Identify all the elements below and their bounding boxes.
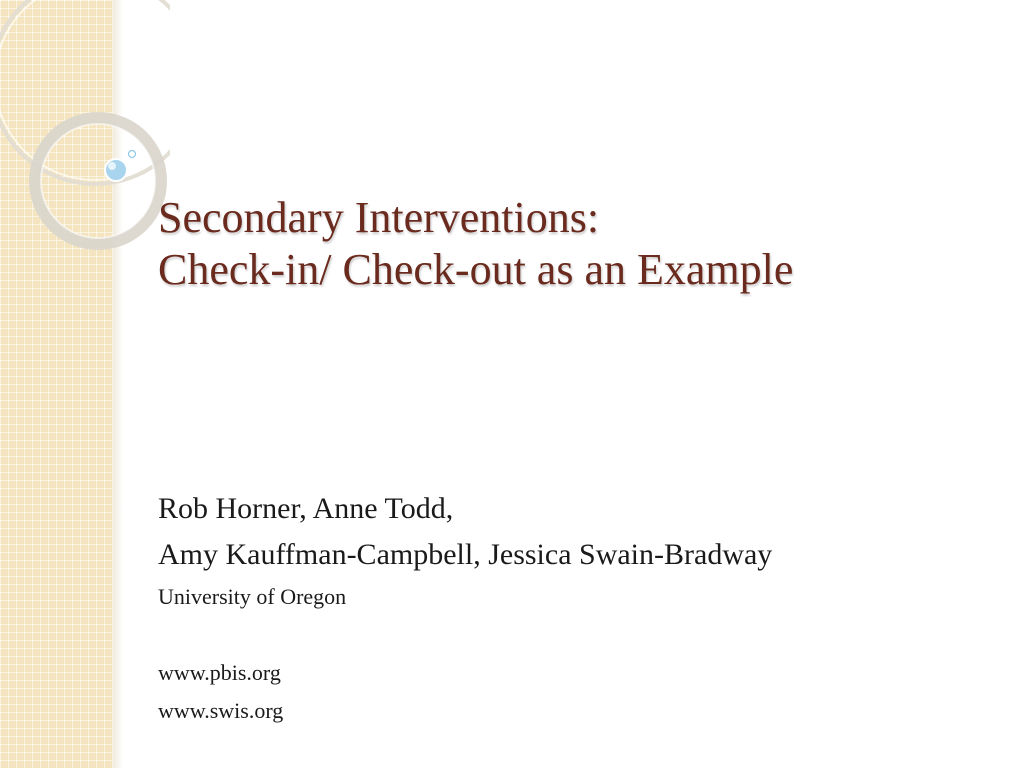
link-pbis[interactable]: www.pbis.org — [158, 660, 281, 685]
large-ring-inner — [0, 0, 170, 180]
tiny-ring — [129, 151, 136, 158]
small-ring — [35, 118, 161, 244]
small-ring-highlight — [41, 124, 155, 238]
decorative-circles — [0, 0, 170, 270]
authors-line-1: Rob Horner, Anne Todd, — [158, 492, 454, 525]
slide-subtitle — [158, 486, 998, 730]
title-line-1: Secondary Interventions: — [158, 193, 600, 242]
blue-bubble-shine — [108, 162, 116, 170]
link-swis[interactable]: www.swis.org — [158, 698, 284, 723]
spacer — [158, 616, 998, 654]
large-ring — [0, 0, 170, 184]
authors-line-2: Amy Kauffman-Campbell, Jessica Swain-Bradway — [158, 538, 773, 571]
blue-bubble — [105, 159, 127, 181]
title-line-2: Check-in/ Check-out as an Example — [158, 245, 794, 294]
slide-title — [158, 192, 998, 296]
affiliation: University of Oregon — [158, 584, 347, 609]
